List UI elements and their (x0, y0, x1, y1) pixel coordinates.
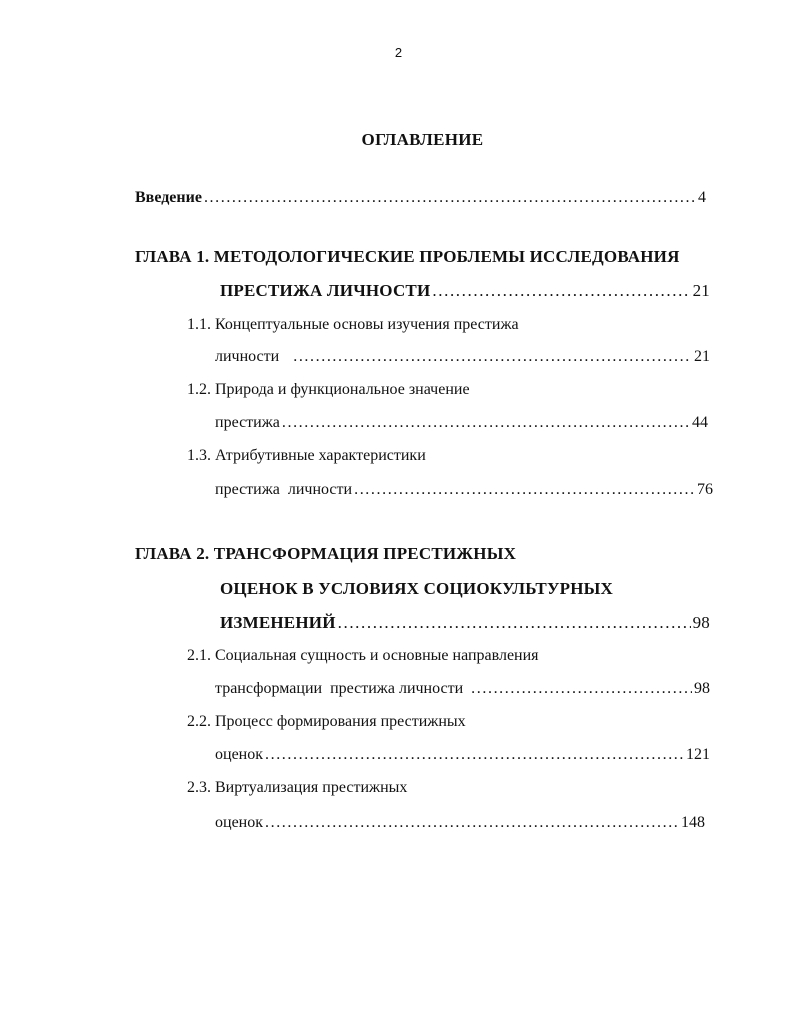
toc-entry-page: 98 (694, 680, 710, 697)
dot-leader (432, 281, 690, 301)
chapter2-heading-line1: ГЛАВА 2. ТРАНСФОРМАЦИЯ ПРЕСТИЖНЫХ (135, 544, 517, 563)
toc-entry-chapter1[interactable] (220, 281, 710, 301)
section-2-3-line1: 2.3. Виртуализация престижных (187, 779, 408, 796)
toc-entry-page: 148 (681, 814, 705, 831)
toc-entry-page: 44 (692, 414, 708, 431)
section-2-1-line1: 2.1. Социальная сущность и основные направления (187, 647, 539, 664)
section-1-1-line2: личности (215, 348, 280, 365)
dot-leader (293, 348, 692, 366)
toc-title: ОГЛАВЛЕНИЕ (361, 130, 484, 149)
toc-entry-chapter2[interactable] (220, 613, 710, 633)
dot-leader (265, 746, 684, 764)
section-2-1-line2: трансформации престижа личности (215, 680, 464, 697)
section-2-3-line2: оценок (215, 814, 263, 831)
toc-entry-section-1-3[interactable] (215, 481, 713, 499)
section-2-2-line2: оценок (215, 746, 263, 763)
toc-entry-section-2-2[interactable] (215, 746, 710, 764)
toc-entry-page: 98 (692, 613, 710, 632)
toc-entry-page: 4 (698, 189, 706, 206)
toc-entry-page: 21 (694, 348, 710, 365)
dot-leader (338, 613, 691, 633)
section-1-1-line1: 1.1. Концептуальные основы изучения престижа (187, 316, 519, 333)
chapter1-heading-line1: ГЛАВА 1. МЕТОДОЛОГИЧЕСКИЕ ПРОБЛЕМЫ ИССЛЕДОВАНИЯ (135, 247, 680, 266)
section-1-2-line1: 1.2. Природа и функциональное значение (187, 381, 470, 398)
toc-entry-label: Введение (135, 189, 202, 206)
dot-leader (471, 680, 692, 698)
toc-entry-section-1-1[interactable] (215, 348, 710, 366)
chapter1-heading-line2: ПРЕСТИЖА ЛИЧНОСТИ (220, 281, 431, 300)
section-2-2-line1: 2.2. Процесс формирования престижных (187, 713, 466, 730)
dot-leader (282, 414, 690, 432)
dot-leader (265, 814, 679, 832)
section-1-2-line2: престижа (215, 414, 280, 431)
toc-entry-section-1-2[interactable] (215, 414, 708, 432)
chapter2-heading-line3: ИЗМЕНЕНИЙ (220, 613, 336, 632)
chapter2-heading-line2: ОЦЕНОК В УСЛОВИЯХ СОЦИОКУЛЬТУРНЫХ (220, 579, 613, 598)
dot-leader (204, 189, 696, 207)
toc-entry-page: 121 (686, 746, 710, 763)
toc-entry-page: 21 (692, 281, 710, 300)
toc-entry-section-2-3[interactable] (215, 814, 705, 832)
page-number: 2 (394, 45, 403, 60)
toc-entry-section-2-1[interactable] (215, 680, 710, 698)
section-1-3-line2: престижа личности (215, 481, 353, 498)
section-1-3-line1: 1.3. Атрибутивные характеристики (187, 447, 426, 464)
dot-leader (354, 481, 695, 499)
toc-entry-intro[interactable] (135, 189, 706, 207)
toc-entry-page: 76 (697, 481, 713, 498)
